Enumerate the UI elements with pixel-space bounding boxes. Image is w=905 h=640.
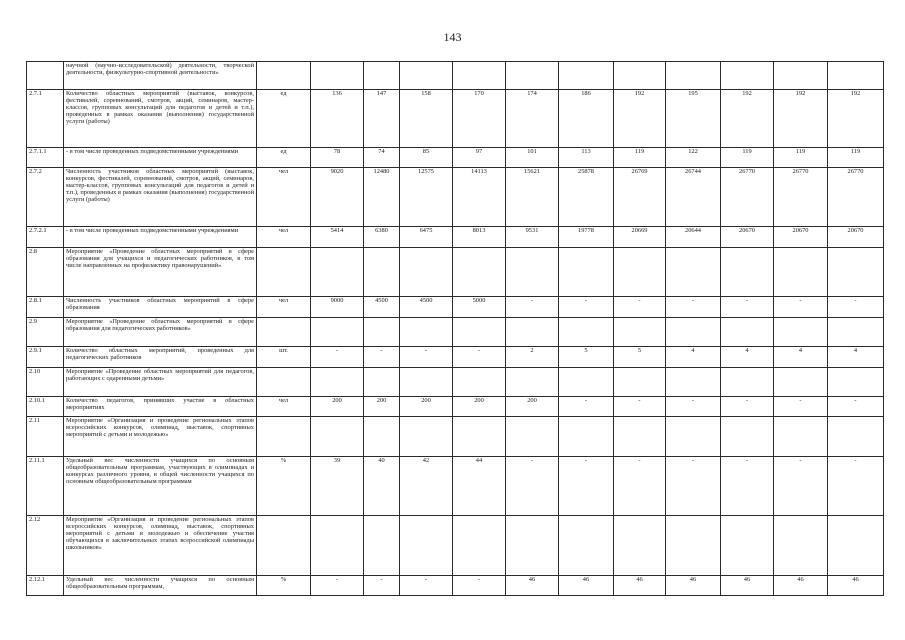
- table-row: [27, 368, 884, 397]
- value-cell: 119: [774, 148, 828, 168]
- value-cell: [559, 417, 614, 457]
- value-cell: -: [400, 576, 453, 596]
- value-cell: 158: [400, 90, 453, 148]
- value-cell: 4500: [364, 297, 400, 318]
- value-cell: [506, 417, 559, 457]
- value-cell: [506, 318, 559, 347]
- table-row: [27, 516, 884, 576]
- value-cell: 147: [364, 90, 400, 148]
- value-cell: 15621: [506, 168, 559, 227]
- table-row: [27, 297, 884, 318]
- value-cell: 46: [828, 576, 884, 596]
- value-cell: [311, 62, 364, 90]
- value-cell: 5000: [453, 297, 506, 318]
- value-cell: [400, 248, 453, 297]
- value-cell: 46: [506, 576, 559, 596]
- value-cell: [364, 62, 400, 90]
- page-number: 143: [443, 30, 462, 44]
- value-cell: [400, 417, 453, 457]
- value-cell: 119: [614, 148, 666, 168]
- row-number-cell: 2.10.1: [27, 397, 64, 417]
- value-cell: 25878: [559, 168, 614, 227]
- row-unit-cell: чел: [257, 227, 311, 248]
- table-row: [27, 417, 884, 457]
- table-row: [27, 347, 884, 368]
- value-cell: [506, 368, 559, 397]
- value-cell: -: [774, 457, 828, 516]
- row-number-cell: 2.10: [27, 368, 64, 397]
- row-unit-cell: чел: [257, 297, 311, 318]
- value-cell: -: [506, 457, 559, 516]
- value-cell: -: [614, 397, 666, 417]
- row-description-cell: - в том числе проведенных подведомственными учреждениями: [64, 148, 257, 168]
- value-cell: [828, 248, 884, 297]
- value-cell: [774, 417, 828, 457]
- value-cell: -: [614, 457, 666, 516]
- row-number-cell: 2.9: [27, 318, 64, 347]
- row-unit-cell: [257, 516, 311, 576]
- row-number-cell: 2.9.1: [27, 347, 64, 368]
- value-cell: [614, 62, 666, 90]
- value-cell: [828, 368, 884, 397]
- value-cell: 101: [506, 148, 559, 168]
- value-cell: -: [666, 397, 721, 417]
- value-cell: -: [559, 297, 614, 318]
- value-cell: [400, 318, 453, 347]
- value-cell: 20670: [721, 227, 774, 248]
- value-cell: [666, 516, 721, 576]
- row-number-cell: 2.7.1: [27, 90, 64, 148]
- value-cell: [721, 516, 774, 576]
- value-cell: 39: [311, 457, 364, 516]
- value-cell: [828, 62, 884, 90]
- value-cell: -: [364, 347, 400, 368]
- value-cell: [559, 516, 614, 576]
- row-unit-cell: ед: [257, 148, 311, 168]
- value-cell: 26770: [828, 168, 884, 227]
- row-unit-cell: [257, 318, 311, 347]
- table-row: [27, 457, 884, 516]
- row-number-cell: 2.7.1.1: [27, 148, 64, 168]
- table-row: [27, 227, 884, 248]
- value-cell: -: [364, 576, 400, 596]
- table-body: [27, 62, 884, 596]
- value-cell: -: [721, 397, 774, 417]
- value-cell: [721, 62, 774, 90]
- value-cell: [774, 368, 828, 397]
- value-cell: 26744: [666, 168, 721, 227]
- value-cell: 192: [614, 90, 666, 148]
- value-cell: 119: [828, 148, 884, 168]
- value-cell: 200: [453, 397, 506, 417]
- value-cell: 12575: [400, 168, 453, 227]
- indicators-table: [26, 61, 884, 596]
- value-cell: 26770: [721, 168, 774, 227]
- value-cell: [311, 248, 364, 297]
- value-cell: -: [774, 397, 828, 417]
- row-number-cell: [27, 62, 64, 90]
- value-cell: -: [828, 457, 884, 516]
- value-cell: -: [828, 397, 884, 417]
- value-cell: [364, 318, 400, 347]
- value-cell: -: [311, 576, 364, 596]
- value-cell: 20644: [666, 227, 721, 248]
- table-row: [27, 148, 884, 168]
- value-cell: [400, 516, 453, 576]
- row-unit-cell: чел: [257, 168, 311, 227]
- table-row: [27, 576, 884, 596]
- value-cell: 192: [721, 90, 774, 148]
- value-cell: 170: [453, 90, 506, 148]
- value-cell: 8013: [453, 227, 506, 248]
- value-cell: 5: [559, 347, 614, 368]
- value-cell: [828, 516, 884, 576]
- row-description-cell: Количество областных мероприятий, проведенных для педагогических работников: [64, 347, 257, 368]
- table-row: [27, 318, 884, 347]
- value-cell: 200: [311, 397, 364, 417]
- value-cell: 20670: [774, 227, 828, 248]
- value-cell: -: [400, 347, 453, 368]
- value-cell: 195: [666, 90, 721, 148]
- value-cell: 5: [614, 347, 666, 368]
- value-cell: [774, 62, 828, 90]
- value-cell: 4500: [400, 297, 453, 318]
- value-cell: [721, 318, 774, 347]
- value-cell: [311, 318, 364, 347]
- value-cell: [614, 318, 666, 347]
- value-cell: 14113: [453, 168, 506, 227]
- value-cell: [400, 368, 453, 397]
- row-number-cell: 2.12: [27, 516, 64, 576]
- value-cell: 26769: [614, 168, 666, 227]
- value-cell: [559, 62, 614, 90]
- value-cell: -: [666, 457, 721, 516]
- table-row: [27, 168, 884, 227]
- value-cell: [364, 417, 400, 457]
- value-cell: -: [721, 297, 774, 318]
- value-cell: [774, 516, 828, 576]
- value-cell: 9000: [311, 297, 364, 318]
- value-cell: [721, 248, 774, 297]
- value-cell: [364, 248, 400, 297]
- row-unit-cell: [257, 368, 311, 397]
- row-description-cell: Численность участников областных мероприятий (выставок, конкурсов, фестивалей, соревнований, смотров, акций, семинаров, мастер-классов, групповых консультаций для педагогов и детей и т.п.), проведенных в рамках оказания (выполнения) государственной услуги (работы): [64, 168, 257, 227]
- row-description-cell: - в том числе проведенных подведомственными учреждениями: [64, 227, 257, 248]
- value-cell: 4: [721, 347, 774, 368]
- table-row: [27, 62, 884, 90]
- value-cell: 46: [721, 576, 774, 596]
- row-number-cell: 2.11: [27, 417, 64, 457]
- row-unit-cell: [257, 62, 311, 90]
- value-cell: -: [453, 576, 506, 596]
- value-cell: -: [774, 297, 828, 318]
- value-cell: 119: [721, 148, 774, 168]
- value-cell: [364, 516, 400, 576]
- value-cell: -: [666, 297, 721, 318]
- value-cell: [666, 62, 721, 90]
- value-cell: 192: [774, 90, 828, 148]
- value-cell: [453, 368, 506, 397]
- value-cell: [666, 248, 721, 297]
- value-cell: [559, 248, 614, 297]
- value-cell: [453, 318, 506, 347]
- value-cell: [400, 62, 453, 90]
- value-cell: [311, 417, 364, 457]
- row-number-cell: 2.11.1: [27, 457, 64, 516]
- value-cell: -: [828, 297, 884, 318]
- row-description-cell: Количество педагогов, принявших участие в областных мероприятиях: [64, 397, 257, 417]
- value-cell: [559, 368, 614, 397]
- value-cell: 4: [828, 347, 884, 368]
- value-cell: 19778: [559, 227, 614, 248]
- row-unit-cell: ед: [257, 90, 311, 148]
- value-cell: 4: [774, 347, 828, 368]
- value-cell: [506, 516, 559, 576]
- value-cell: [506, 62, 559, 90]
- row-description-cell: Мероприятие «Проведение областных мероприятий для педагогов, работающих с одаренными детьми»: [64, 368, 257, 397]
- value-cell: 9531: [506, 227, 559, 248]
- value-cell: 20670: [828, 227, 884, 248]
- value-cell: 200: [364, 397, 400, 417]
- value-cell: [614, 516, 666, 576]
- value-cell: [721, 368, 774, 397]
- row-unit-cell: %: [257, 457, 311, 516]
- value-cell: -: [614, 297, 666, 318]
- value-cell: 200: [506, 397, 559, 417]
- value-cell: [666, 368, 721, 397]
- value-cell: [774, 318, 828, 347]
- row-description-cell: Численность участников областных мероприятий в сфере образования: [64, 297, 257, 318]
- value-cell: -: [721, 457, 774, 516]
- value-cell: 46: [666, 576, 721, 596]
- value-cell: [666, 417, 721, 457]
- value-cell: 5414: [311, 227, 364, 248]
- value-cell: 186: [559, 90, 614, 148]
- value-cell: 42: [400, 457, 453, 516]
- table-row: [27, 397, 884, 417]
- row-number-cell: 2.12.1: [27, 576, 64, 596]
- row-description-cell: Мероприятие «Организация и проведение региональных этапов всероссийских конкурсов, олимпиад, выставок, спортивных мероприятий с детьми и молодежью»: [64, 417, 257, 457]
- value-cell: 200: [400, 397, 453, 417]
- value-cell: [506, 248, 559, 297]
- value-cell: [828, 417, 884, 457]
- value-cell: 6475: [400, 227, 453, 248]
- value-cell: 12480: [364, 168, 400, 227]
- value-cell: 122: [666, 148, 721, 168]
- value-cell: [453, 248, 506, 297]
- value-cell: 20669: [614, 227, 666, 248]
- value-cell: [614, 248, 666, 297]
- value-cell: 46: [559, 576, 614, 596]
- row-number-cell: 2.8: [27, 248, 64, 297]
- row-description-cell: Удельный вес численности учащихся по основным общеобразовательным программам, участвующих в олимпиадах и конкурсах различного уровня, в общей численности учащихся по основным общеобразовательным программам: [64, 457, 257, 516]
- value-cell: -: [506, 297, 559, 318]
- value-cell: 78: [311, 148, 364, 168]
- value-cell: 6380: [364, 227, 400, 248]
- value-cell: -: [311, 347, 364, 368]
- row-number-cell: 2.8.1: [27, 297, 64, 318]
- value-cell: [453, 417, 506, 457]
- value-cell: [559, 318, 614, 347]
- value-cell: 9020: [311, 168, 364, 227]
- row-description-cell: Мероприятие «Проведение областных мероприятий в сфере образования для педагогических работников»: [64, 318, 257, 347]
- value-cell: 85: [400, 148, 453, 168]
- value-cell: [774, 248, 828, 297]
- value-cell: 4: [666, 347, 721, 368]
- value-cell: [364, 368, 400, 397]
- table-row: [27, 90, 884, 148]
- row-description-cell: научной (научно-исследовательской) деятельности, творческой деятельности, физкультурно-спортивной деятельности»: [64, 62, 257, 90]
- value-cell: 44: [453, 457, 506, 516]
- value-cell: 26770: [774, 168, 828, 227]
- value-cell: [721, 417, 774, 457]
- row-description-cell: Мероприятие «Организация и проведение региональных этапов всероссийских конкурсов, олимпиад, выставок, спортивных мероприятий с детьми и молодежью и обеспечение участия обучающихся в заключительных этапах всероссийской олимпиады школьников»: [64, 516, 257, 576]
- value-cell: [828, 318, 884, 347]
- row-unit-cell: чел: [257, 397, 311, 417]
- value-cell: [614, 417, 666, 457]
- value-cell: [453, 516, 506, 576]
- value-cell: 46: [614, 576, 666, 596]
- row-number-cell: 2.7.2.1: [27, 227, 64, 248]
- value-cell: 74: [364, 148, 400, 168]
- value-cell: [453, 62, 506, 90]
- row-number-cell: 2.7.2: [27, 168, 64, 227]
- value-cell: -: [453, 347, 506, 368]
- value-cell: 97: [453, 148, 506, 168]
- row-unit-cell: [257, 417, 311, 457]
- row-unit-cell: шт.: [257, 347, 311, 368]
- value-cell: 174: [506, 90, 559, 148]
- value-cell: 192: [828, 90, 884, 148]
- value-cell: -: [559, 457, 614, 516]
- value-cell: [614, 368, 666, 397]
- row-unit-cell: [257, 248, 311, 297]
- table-row: [27, 248, 884, 297]
- value-cell: 136: [311, 90, 364, 148]
- row-description-cell: Мероприятие «Проведение областных мероприятий в сфере образования для учащихся и педагогических работников, в том числе направленных на профилактику правонарушений»: [64, 248, 257, 297]
- value-cell: [311, 516, 364, 576]
- row-description-cell: Удельный вес численности учащихся по основным общеобразовательным программам,: [64, 576, 257, 596]
- value-cell: [666, 318, 721, 347]
- value-cell: -: [559, 397, 614, 417]
- value-cell: [311, 368, 364, 397]
- value-cell: 46: [774, 576, 828, 596]
- row-unit-cell: %: [257, 576, 311, 596]
- row-description-cell: Количество областных мероприятий (выставок, конкурсов, фестивалей, соревнований, смотров, акций, семинаров, мастер-классов, групповых консультаций для педагогов и детей и т.п.), проведенных в рамках оказания (выполнения) государственной услуги (работы): [64, 90, 257, 148]
- value-cell: 40: [364, 457, 400, 516]
- value-cell: 113: [559, 148, 614, 168]
- value-cell: 2: [506, 347, 559, 368]
